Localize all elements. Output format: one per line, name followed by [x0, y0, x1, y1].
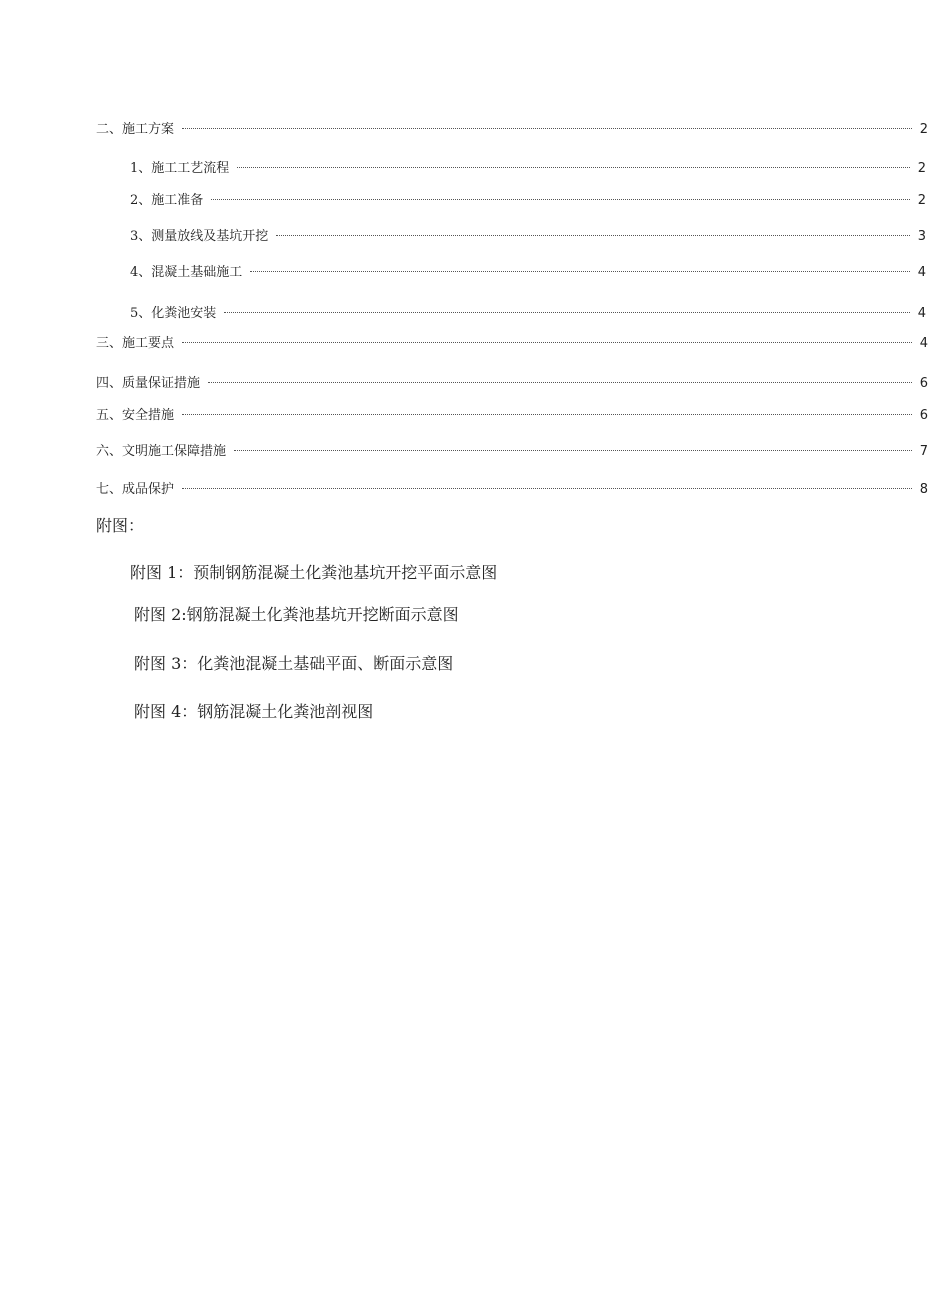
toc-dot-leader [237, 166, 909, 168]
toc-entry-process-flow[interactable] [130, 160, 926, 178]
toc-page-number: 2 [917, 193, 926, 208]
toc-entry-label: 六、文明施工保障措施 [96, 444, 227, 459]
appendix-item-4: 附图 4：钢筋混凝土化粪池剖视图 [134, 702, 374, 721]
toc-page-number: 2 [919, 122, 928, 137]
appendix-heading: 附图： [96, 516, 145, 535]
toc-dot-leader [208, 381, 912, 383]
toc-entry-product-protection[interactable] [96, 481, 928, 499]
appendix-item-2: 附图 2:钢筋混凝土化粪池基坑开挖断面示意图 [134, 605, 459, 624]
toc-entry-label: 四、质量保证措施 [96, 376, 201, 391]
toc-dot-leader [234, 449, 912, 451]
appendix-item-1: 附图 1：预制钢筋混凝土化粪池基坑开挖平面示意图 [130, 563, 498, 582]
toc-entry-civilized-construction[interactable] [96, 443, 928, 461]
toc-entry-label: 2、施工准备 [130, 193, 204, 208]
toc-entry-label: 4、混凝土基础施工 [130, 265, 243, 280]
toc-page-number: 4 [919, 336, 928, 351]
toc-entry-survey-excavation[interactable] [130, 228, 926, 246]
toc-dot-leader [182, 413, 912, 415]
appendix-item-3: 附图 3：化粪池混凝土基础平面、断面示意图 [134, 654, 454, 673]
toc-entry-safety-measures[interactable] [96, 407, 928, 425]
toc-page-number: 4 [917, 306, 926, 321]
toc-page-number: 6 [919, 376, 928, 391]
toc-page-number: 3 [917, 229, 926, 244]
toc-entry-label: 五、安全措施 [96, 408, 175, 423]
toc-entry-construction-plan[interactable] [96, 121, 928, 139]
toc-entry-quality-assurance[interactable] [96, 375, 928, 393]
toc-dot-leader [211, 198, 909, 200]
toc-dot-leader [276, 234, 909, 236]
toc-page-number: 4 [917, 265, 926, 280]
toc-dot-leader [182, 487, 912, 489]
toc-entry-concrete-foundation[interactable] [130, 264, 926, 282]
toc-entry-label: 5、化粪池安装 [130, 306, 217, 321]
toc-dot-leader [250, 270, 909, 272]
toc-dot-leader [182, 341, 912, 343]
toc-page-number: 8 [919, 482, 928, 497]
toc-entry-label: 二、施工方案 [96, 122, 175, 137]
toc-entry-preparation[interactable] [130, 192, 926, 210]
toc-page-number: 6 [919, 408, 928, 423]
toc-entry-key-points[interactable] [96, 335, 928, 353]
toc-entry-label: 3、测量放线及基坑开挖 [130, 229, 269, 244]
toc-entry-septic-tank-installation[interactable] [130, 305, 926, 323]
toc-entry-label: 七、成品保护 [96, 482, 175, 497]
toc-dot-leader [182, 127, 912, 129]
toc-page-number: 2 [917, 161, 926, 176]
toc-dot-leader [224, 311, 909, 313]
toc-entry-label: 三、施工要点 [96, 336, 175, 351]
toc-page-number: 7 [919, 444, 928, 459]
toc-entry-label: 1、施工工艺流程 [130, 161, 230, 176]
